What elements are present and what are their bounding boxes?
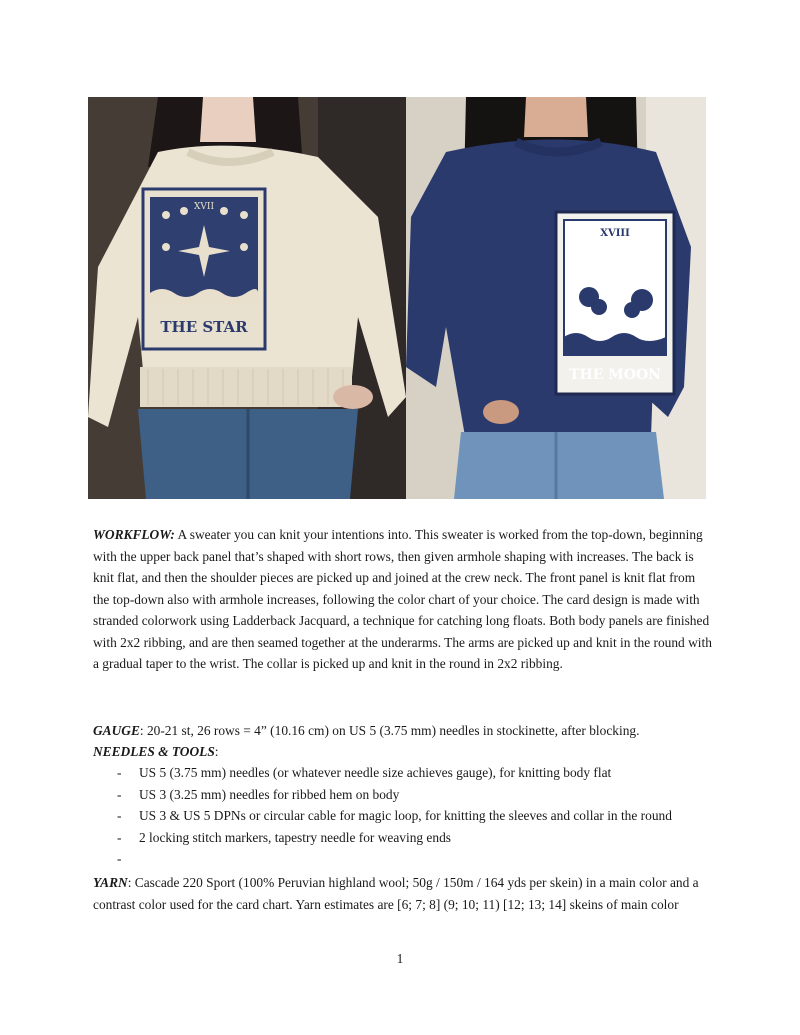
list-item: - US 3 & US 5 DPNs or circular cable for magic loop, for knitting the sleeves and collar in the round (93, 805, 713, 827)
moon-card-numeral: XVIII (600, 228, 630, 239)
photo-moon-sweater (406, 97, 706, 499)
workflow-text: A sweater you can knit your intentions into. This sweater is worked from the top-down, beginning with the upper back panel that’s shaped with short rows, then given armhole shaping with increases. The back is knit flat, and then the shoulder pieces are picked up and joined at the crew neck. The front panel is knit flat from the top-down also with armhole increases, following the color chart of your choice. The card design is made with stranded colorwork using Ladderback Jacquard, a technique for catching long floats. Both body panels are finished with 2x2 ribbing, and are then seamed together at the underarms. The arms are picked up and knit in the round with a gradual taper to the wrist. The collar is picked up and knit in the round in 2x2 ribbing. (93, 527, 712, 671)
gauge-paragraph (93, 720, 713, 742)
star-card-numeral: XVII (193, 202, 215, 212)
page-number: 1 (396, 951, 404, 966)
needles-colon: : (214, 744, 219, 759)
list-item: - US 3 (3.25 mm) needles for ribbed hem on body (93, 784, 713, 806)
star-sweater-illustration (88, 97, 406, 499)
gauge-text: : 20-21 st, 26 rows = 4” (10.16 cm) on US 5 (3.75 mm) needles in stockinette, after blocking. (139, 723, 640, 738)
star-card-title: THE STAR (160, 318, 248, 336)
moon-card-title: THE MOON (569, 367, 661, 383)
workflow-label: WORKFLOW: (93, 527, 175, 542)
needles-heading (93, 741, 713, 763)
yarn-label: YARN (93, 875, 128, 890)
list-item: - US 5 (3.75 mm) needles (or whatever needle size achieves gauge), for knitting body flat (93, 762, 713, 784)
yarn-text: : Cascade 220 Sport (100% Peruvian highland wool; 50g / 150m / 164 yds per skein) in a main color and a contrast color used for the card chart. Yarn estimates are [6; 7; 8] (9; 10; 11) [12; 13; 14] skeins of main color (93, 875, 699, 912)
needles-label: NEEDLES & TOOLS (93, 744, 215, 759)
yarn-paragraph (93, 872, 713, 915)
photo-star-sweater (88, 97, 406, 499)
tools-list (93, 762, 713, 848)
list-item: - 2 locking stitch markers, tapestry needle for weaving ends (93, 827, 713, 849)
moon-sweater-illustration (406, 97, 706, 499)
workflow-paragraph (93, 524, 713, 675)
gauge-label: GAUGE (93, 723, 140, 738)
